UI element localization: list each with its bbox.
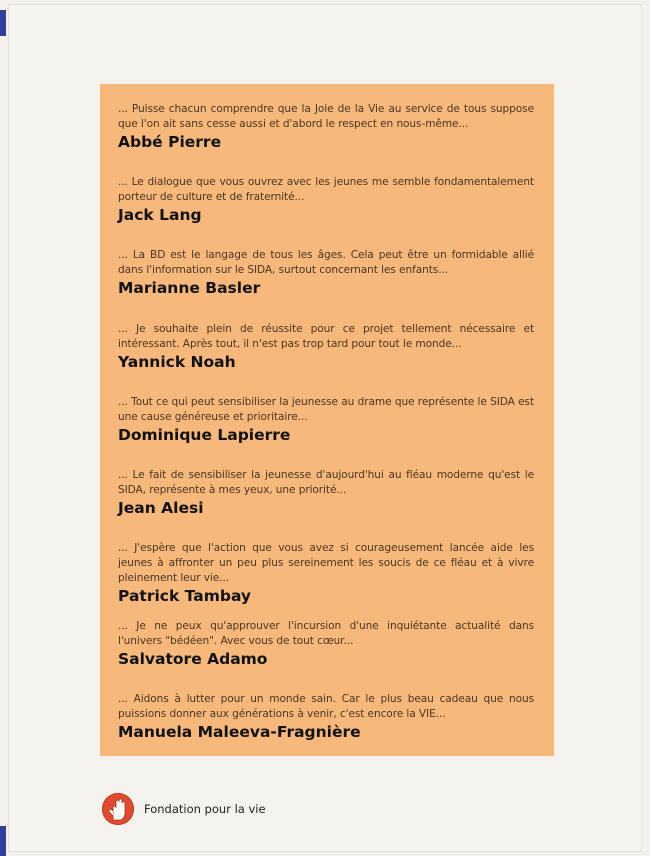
quote-text: ... Je ne peux qu'approuver l'incursion d'une inquiétante actualité dans l'univers "bédéen". Avec vous de tout cœur... [118, 620, 534, 648]
quote-author: Jean Alesi [118, 498, 204, 517]
quote-item [118, 395, 534, 468]
publisher-footer [102, 792, 266, 826]
spine-mark-top [0, 10, 6, 36]
quote-author: Salvatore Adamo [118, 650, 268, 669]
quote-author: Yannick Noah [118, 352, 236, 371]
quote-author: Abbé Pierre [118, 133, 222, 151]
quote-item [118, 692, 534, 765]
quote-author: Manuela Maleeva-Fragnière [118, 723, 361, 742]
quote-author: Dominique Lapierre [118, 425, 291, 444]
hand-logo-icon [102, 793, 134, 825]
quote-item [118, 468, 534, 541]
quote-item [118, 541, 534, 619]
quote-text: ... J'espère que l'action que vous avez si courageusement lancée aide les jeunes à affronter un peu plus sereinement les soucis de ce fléau et à vivre pleinement leur vie... [118, 542, 534, 585]
quotes-panel [100, 84, 554, 756]
quote-item [118, 175, 534, 248]
spine-mark-bottom [0, 826, 6, 856]
quote-item [118, 248, 534, 321]
quote-text: ... Tout ce qui peut sensibiliser la jeunesse au drame que représente le SIDA est une cause généreuse et prioritaire... [118, 395, 534, 423]
quote-item [118, 322, 534, 395]
quote-text: ... Je souhaite plein de réussite pour ce projet tellement nécessaire et intéressant. Après tout, il n'est pas trop tard pour tout le monde... [118, 322, 534, 350]
quote-author: Jack Lang [118, 206, 202, 225]
quote-author: Patrick Tambay [118, 587, 252, 606]
quote-text: ... Puisse chacun comprendre que la Joie de la Vie au service de tous suppose que l'on ait sans cesse aussi et d'abord le respect en nous-même... [118, 103, 534, 130]
quote-text: ... La BD est le langage de tous les âges. Cela peut être un formidable allié dans l'information sur le SIDA, surtout concernant les enfants... [118, 249, 534, 277]
quote-item [118, 102, 534, 175]
foundation-name: Fondation pour la vie [144, 802, 266, 816]
quote-text: ... Aidons à lutter pour un monde sain. Car le plus beau cadeau que nous puissions donner aux générations à venir, c'est encore la VIE... [118, 693, 534, 721]
quote-item [118, 619, 534, 692]
quote-author: Marianne Basler [118, 279, 261, 298]
quote-text: ... Le dialogue que vous ouvrez avec les jeunes me semble fondamentalement porteur de culture et de fraternité... [118, 176, 534, 204]
quote-text: ... Le fait de sensibiliser la jeunesse d'aujourd'hui au fléau moderne qu'est le SIDA, représente à mes yeux, une priorité... [118, 468, 534, 496]
